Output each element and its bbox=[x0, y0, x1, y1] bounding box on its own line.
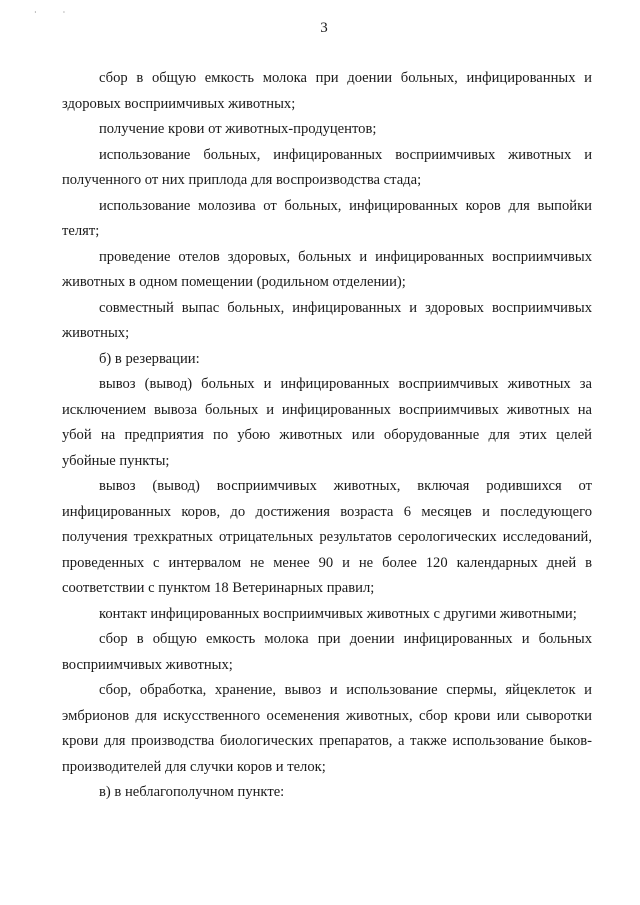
section-heading-b: б) в резервации: bbox=[99, 350, 200, 367]
paragraph-4: использование молозива от больных, инфицированных коров для выпойки телят; bbox=[62, 197, 592, 239]
paragraph-5: проведение отелов здоровых, больных и инфицированных восприимчивых животных в одном помещении (родильном отделении); bbox=[62, 248, 592, 290]
section-heading-v: в) в неблагополучном пункте: bbox=[99, 784, 285, 800]
scan-specks: · · bbox=[34, 8, 66, 17]
paragraph-8: вывоз (вывод) больных и инфицированных восприимчивых животных за исключением вывоза больных и инфицированных восприимчивых животных на убой на предприятия по убою животных или оборудованные для этих целей убойные пункты; bbox=[62, 376, 592, 469]
document-body bbox=[62, 66, 592, 806]
paragraph-6: совместный выпас больных, инфицированных и здоровых восприимчивых животных; bbox=[62, 299, 592, 341]
paragraph-1: сбор в общую емкость молока при доении больных, инфицированных и здоровых восприимчивых животных; bbox=[62, 70, 592, 112]
paragraph-12: сбор, обработка, хранение, вывоз и использование спермы, яйцеклеток и эмбрионов для искусственного осеменения животных, сбор крови или сыворотки крови для производства биологических препаратов, а также использование быков-производителей для случки коров и телок; bbox=[62, 682, 592, 775]
paragraph-11: сбор в общую емкость молока при доении инфицированных и больных восприимчивых животных; bbox=[62, 631, 592, 673]
page-number: 3 bbox=[320, 20, 328, 36]
paragraph-9: вывоз (вывод) восприимчивых животных, включая родившихся от инфицированных коров, до достижения возраста 6 месяцев и последующего получения трехкратных отрицательных результатов серологических исследований, проведенных с интервалом не менее 90 и не более 120 календарных дней в соответствии с пунктом 18 Ветеринарных правил; bbox=[62, 478, 592, 596]
paragraph-2: получение крови от животных-продуцентов; bbox=[99, 121, 377, 137]
paragraph-10: контакт инфицированных восприимчивых животных с другими животными; bbox=[99, 605, 577, 622]
paragraph-3: использование больных, инфицированных восприимчивых животных и полученного от них приплода для воспроизводства стада; bbox=[62, 146, 592, 188]
